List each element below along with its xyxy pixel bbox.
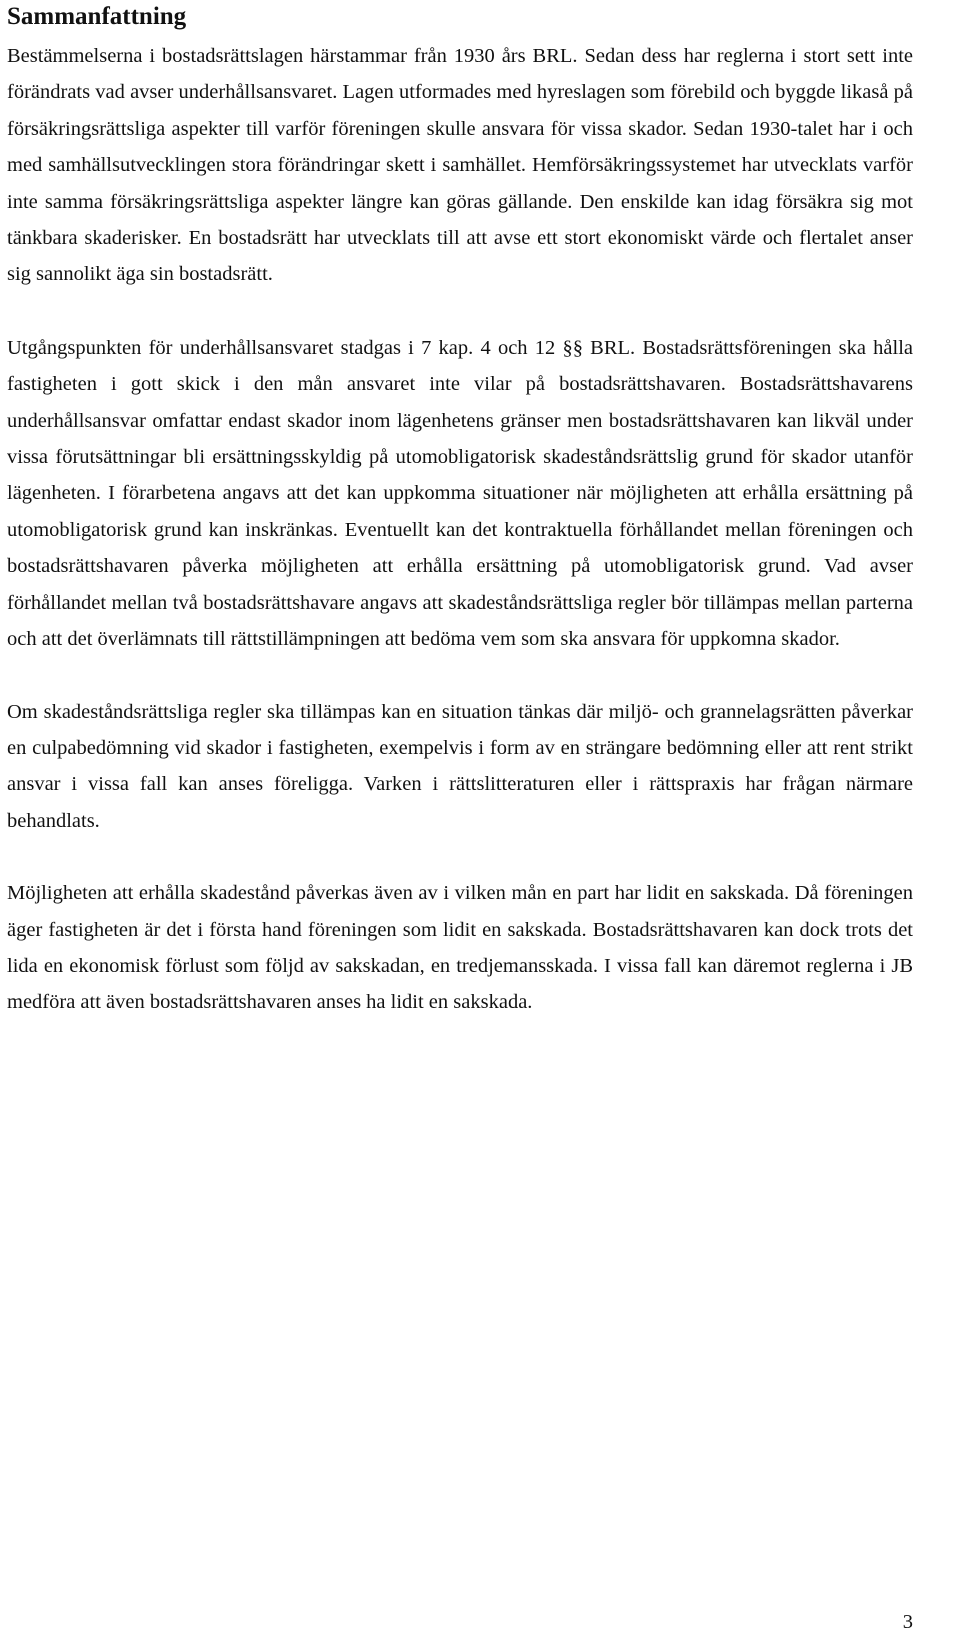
paragraph-3: Om skadeståndsrättsliga regler ska tillämpas kan en situation tänkas där miljö- och grannelagsrätten påverkar en culpabedömning vid skador i fastigheten, exempelvis i form av en strängare bedömning eller att rent strikt ansvar i vissa fall kan anses föreligga. Varken i rättslitteraturen eller i rättspraxis har frågan närmare behandlats. [7, 700, 913, 832]
page-title: Sammanfattning [7, 3, 187, 30]
paragraph-4: Möjligheten att erhålla skadestånd påverkas även av i vilken mån en part har lidit en sakskada. Då föreningen äger fastigheten är det i första hand föreningen som lidit en sakskada. Bostadsrättshavaren kan dock trots det lida en ekonomisk förlust som följd av sakskadan, en tredjemansskada. I vissa fall kan däremot reglerna i JB medföra att även bostadsrättshavaren anses ha lidit en sakskada. [7, 882, 913, 1014]
paragraph-1: Bestämmelserna i bostadsrättslagen härstammar från 1930 års BRL. Sedan dess har reglerna i stort sett inte förändrats vad avser underhållsansvaret. Lagen utformades med hyreslagen som förebild och byggde likaså på försäkringsrättsliga aspekter till varför föreningen skulle ansvara för vissa skador. Sedan 1930-talet har i och med samhällsutvecklingen stora förändringar skett i samhället. Hemförsäkringssystemet har utvecklats varför inte samma försäkringsrättsliga aspekter längre kan göras gällande. Den enskilde kan idag försäkra sig mot tänkbara skaderisker. En bostadsrätt har utvecklats till att avse ett stort ekonomiskt värde och flertalet anser sig sannolikt äga sin bostadsrätt. [7, 45, 913, 286]
page-number: 3 [902, 1611, 913, 1633]
paragraph-2: Utgångspunkten för underhållsansvaret stadgas i 7 kap. 4 och 12 §§ BRL. Bostadsrättsföreningen ska hålla fastigheten i gott skick i den mån ansvaret inte vilar på bostadsrättshavaren. Bostadsrättshavarens underhållsansvar omfattar endast skador inom lägenhetens gränser men bostadsrättshavaren kan likväl under vissa förutsättningar bli ersättningsskyldig på utomobligatorisk skadeståndsrättslig grund för skador utanför lägenheten. I förarbetena angavs att det kan uppkomma situationer när möjligheten att erhålla ersättning på utomobligatorisk grund kan inskränkas. Eventuellt kan det kontraktuella förhållandet mellan föreningen och bostadsrättshavaren påverka möjligheten att erhålla ersättning på utomobligatorisk grund. Vad avser förhållandet mellan två bostadsrättshavare angavs att skadeståndsrättsliga regler bör tillämpas mellan parterna och att det överlämnats till rättstillämpningen att bedöma vem som ska ansvara för uppkomna skador. [7, 336, 913, 651]
